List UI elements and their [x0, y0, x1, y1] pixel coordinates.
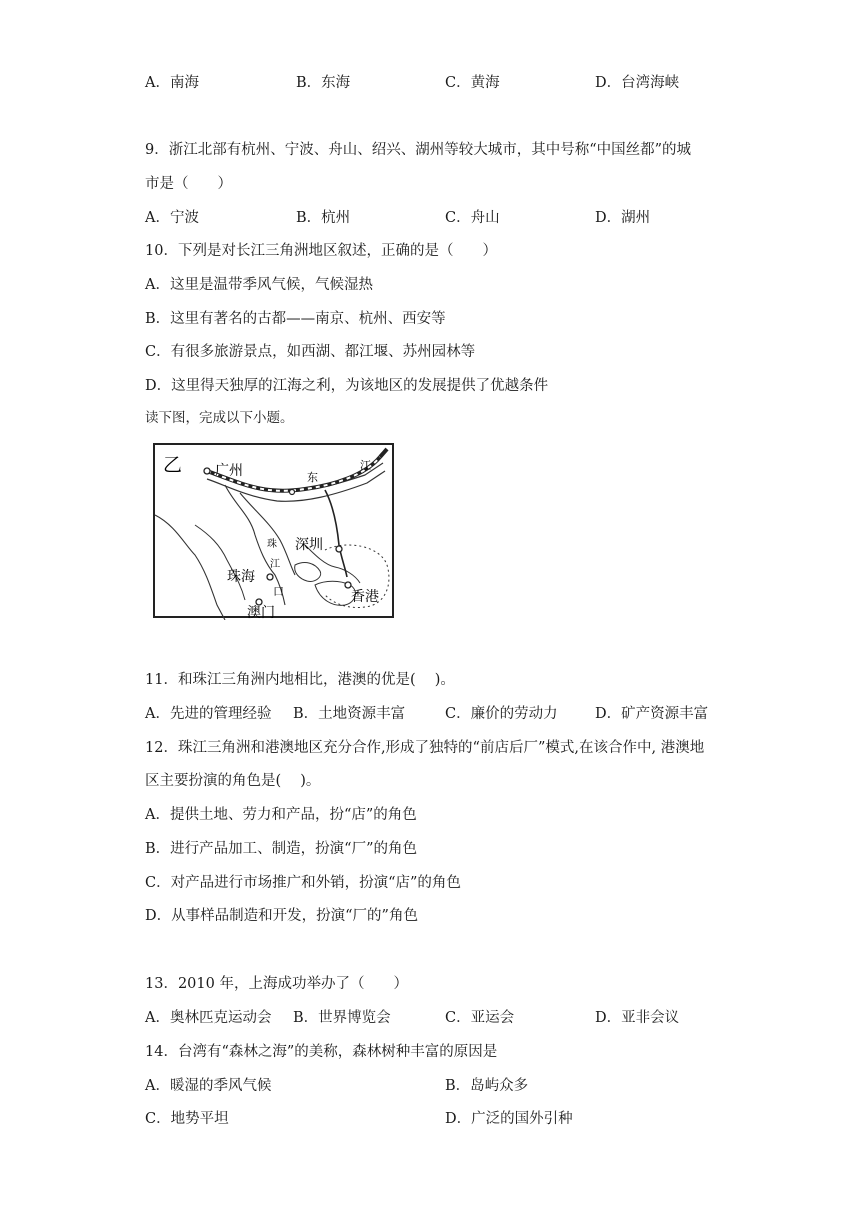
option-letter: B．: [296, 75, 322, 91]
option-text: 台湾海峡: [621, 75, 680, 91]
option-letter: D．: [595, 1010, 622, 1026]
map-instruction: 读下图，完成以下小题。: [145, 410, 294, 426]
q9-option-c[interactable]: [445, 208, 500, 228]
option-text: 暖湿的季风气候: [169, 1078, 272, 1094]
q14-option-a[interactable]: [145, 1076, 271, 1096]
option-letter: C．: [445, 1010, 471, 1026]
map-label-shenzhen: 深圳: [295, 537, 323, 553]
railway-line: [325, 490, 347, 577]
q14-option-c[interactable]: [145, 1109, 229, 1129]
option-text: 先进的管理经验: [169, 706, 272, 722]
q8-option-a[interactable]: [145, 73, 199, 93]
q10-stem: 10．下列是对长江三角洲地区叙述，正确的是（ ）: [145, 243, 497, 259]
map-label-guangzhou: 广州: [215, 463, 243, 479]
q11-stem: 11．和珠江三角洲内地相比，港澳的优是( )。: [145, 672, 455, 688]
option-text: 宁波: [169, 210, 199, 226]
q11-option-a[interactable]: [145, 704, 271, 724]
option-letter: C．: [445, 75, 471, 91]
map-label-hongkong: 香港: [351, 589, 379, 605]
option-text: 地势平坦: [170, 1111, 229, 1127]
q8-option-c[interactable]: [445, 73, 500, 93]
q12-option-a[interactable]: A．提供土地、劳力和产品，扮“店”的角色: [145, 807, 417, 823]
q12-stem-line2: 区主要扮演的角色是( )。: [145, 773, 321, 789]
option-letter: A．: [145, 210, 170, 226]
option-text: 世界博览会: [318, 1010, 391, 1026]
q14-option-d[interactable]: [445, 1109, 573, 1129]
q9-option-d[interactable]: [595, 208, 650, 228]
q10-option-a[interactable]: A．这里是温带季风气候，气候湿热: [145, 277, 373, 293]
q9-option-a[interactable]: [145, 208, 199, 228]
map-label-jiang: 江: [360, 459, 371, 472]
railway-line: [380, 449, 387, 457]
option-letter: C．: [445, 706, 471, 722]
q12-option-b[interactable]: B．进行产品加工、制造，扮演“厂”的角色: [145, 841, 417, 857]
q12-stem-line1: 12．珠江三角洲和港澳地区充分合作,形成了独特的“前店后厂”模式,在该合作中, 港澳地: [145, 740, 705, 756]
option-letter: D．: [595, 706, 622, 722]
q9-option-b[interactable]: [296, 208, 350, 228]
option-text: 矿产资源丰富: [621, 706, 709, 722]
option-text: 东海: [321, 75, 351, 91]
option-text: 岛屿众多: [470, 1078, 529, 1094]
river-outline: [240, 493, 295, 575]
option-text: 舟山: [470, 210, 500, 226]
option-text: 广泛的国外引种: [471, 1111, 573, 1127]
option-letter: A．: [145, 75, 170, 91]
q14-stem: 14．台湾有“森林之海”的美称，森林树种丰富的原因是: [145, 1044, 498, 1060]
city-dot-shenzhen: [336, 546, 342, 552]
map-corner-label: 乙: [163, 454, 183, 476]
option-text: 奥林匹克运动会: [169, 1010, 272, 1026]
option-letter: C．: [445, 210, 471, 226]
map-label-dong: 东: [307, 471, 318, 484]
option-letter: D．: [445, 1111, 472, 1127]
q9-stem-line1: 9．浙江北部有杭州、宁波、舟山、绍兴、湖州等较大城市，其中号称“中国丝都”的城: [145, 142, 692, 158]
option-text: 亚运会: [470, 1010, 515, 1026]
city-dot-guangzhou: [204, 468, 210, 474]
q12-option-d[interactable]: D．从事样品制造和开发，扮演“厂的”角色: [145, 908, 418, 924]
option-letter: A．: [145, 1010, 170, 1026]
q10-option-c[interactable]: C．有很多旅游景点，如西湖、都江堰、苏州园林等: [145, 344, 476, 360]
q11-option-b[interactable]: [293, 704, 405, 724]
map-label-macau: 澳门: [247, 605, 275, 620]
q9-stem-line2: 市是（ ）: [145, 176, 232, 192]
map-drawing: [155, 445, 396, 620]
option-letter: B．: [293, 706, 319, 722]
coastline: [195, 525, 245, 600]
q8-option-b[interactable]: [296, 73, 350, 93]
q10-option-d[interactable]: D．这里得天独厚的江海之利，为该地区的发展提供了优越条件: [145, 378, 549, 394]
map-label-jiang2: 江: [270, 559, 280, 570]
q13-stem: 13．2010 年，上海成功举办了（ ）: [145, 976, 408, 992]
q13-option-c[interactable]: [445, 1008, 514, 1028]
option-letter: A．: [145, 706, 170, 722]
city-dot-zhuhai: [267, 574, 273, 580]
q11-option-d[interactable]: [595, 704, 708, 724]
q12-option-c[interactable]: C．对产品进行市场推广和外销，扮演“店”的角色: [145, 875, 461, 891]
city-dot-hongkong: [345, 582, 351, 588]
city-dot: [290, 490, 295, 495]
q13-option-a[interactable]: [145, 1008, 271, 1028]
q11-option-c[interactable]: [445, 704, 558, 724]
q13-option-b[interactable]: [293, 1008, 391, 1028]
option-text: 湖州: [621, 210, 651, 226]
coastline: [155, 515, 225, 620]
map-label-zhu: 珠: [267, 539, 277, 550]
option-letter: D．: [595, 75, 622, 91]
q13-option-d[interactable]: [595, 1008, 679, 1028]
option-text: 土地资源丰富: [318, 706, 406, 722]
coastline: [295, 563, 321, 582]
option-text: 南海: [169, 75, 199, 91]
map-label-zhuhai: 珠海: [227, 569, 255, 585]
option-letter: D．: [595, 210, 622, 226]
q10-option-b[interactable]: B．这里有著名的古都——南京、杭州、西安等: [145, 311, 446, 327]
option-letter: B．: [445, 1078, 471, 1094]
option-letter: B．: [296, 210, 322, 226]
option-text: 黄海: [470, 75, 500, 91]
option-letter: A．: [145, 1078, 170, 1094]
option-text: 杭州: [321, 210, 351, 226]
map-label-kou: 口: [273, 585, 284, 598]
option-letter: B．: [293, 1010, 319, 1026]
option-text: 廉价的劳动力: [470, 706, 558, 722]
pearl-river-delta-map: [153, 443, 394, 618]
q14-option-b[interactable]: [445, 1076, 528, 1096]
option-text: 亚非会议: [621, 1010, 680, 1026]
option-letter: C．: [145, 1111, 171, 1127]
q8-option-d[interactable]: [595, 73, 679, 93]
